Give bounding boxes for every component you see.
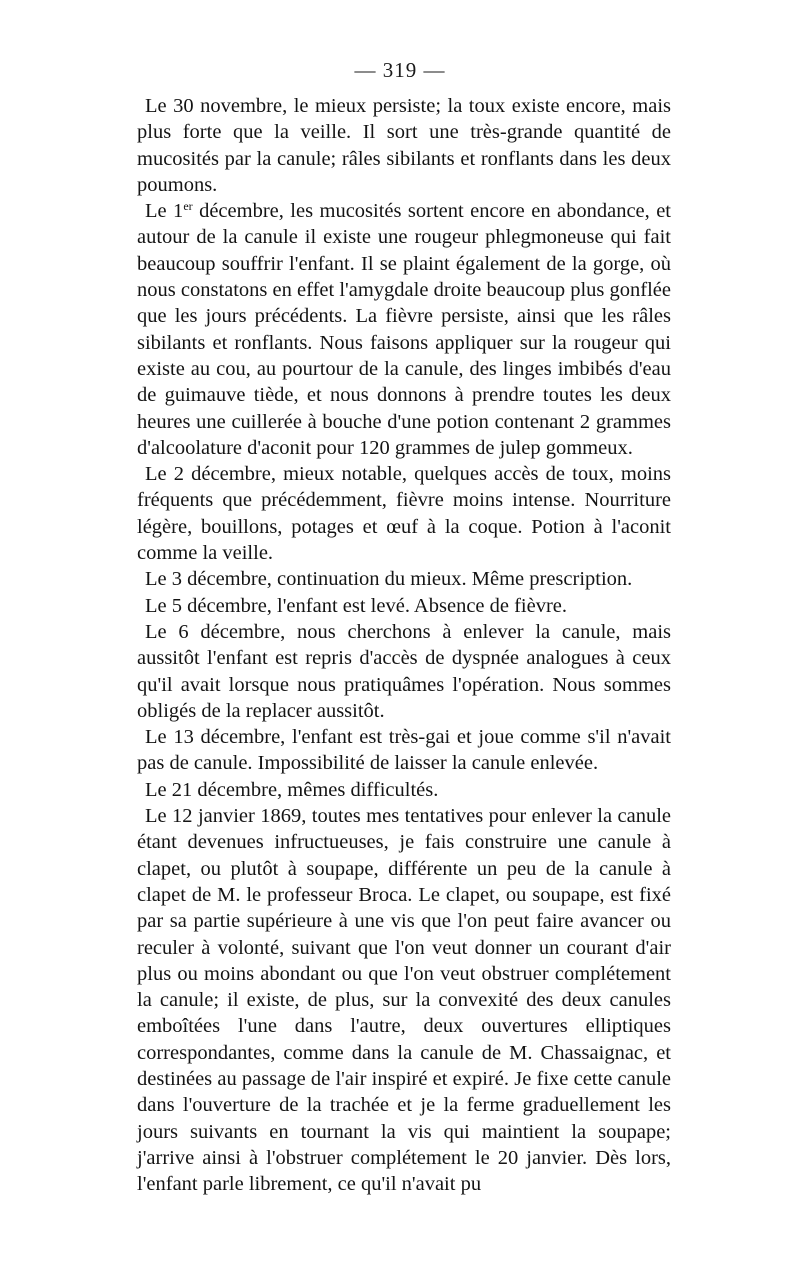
paragraph-dec-13 (137, 724, 671, 777)
paragraph-text: Le 13 décembre, l'enfant est très-gai et joue comme s'il n'avait pas de canule. Impossibilité de laisser la canule enlevée. (137, 726, 671, 775)
paragraph-dec-5 (137, 593, 671, 619)
body-text (137, 93, 671, 1197)
paragraph-text: Le 30 novembre, le mieux persiste; la toux existe encore, mais plus forte que la veille. Il sort une très-grande quantité de mucosités par la canule; râles sibilants et ronflants dans les deux poumons. (137, 95, 671, 196)
paragraph-text: Le 2 décembre, mieux notable, quelques accès de toux, moins fréquents que précédemment, fièvre moins intense. Nourriture légère, bouillons, potages et œuf à la coque. Potion à l'aconit comme la veille. (137, 463, 671, 565)
page-number: — 319 — (354, 58, 446, 82)
paragraph-dec-6 (137, 619, 671, 724)
paragraph-dec-21 (137, 777, 671, 803)
paragraph-text: Le 21 décembre, mêmes difficultés. (145, 778, 439, 801)
paragraph-dec-3 (137, 566, 671, 592)
paragraph-text: Le 1 (145, 200, 184, 223)
ordinal-superscript: er (183, 199, 193, 214)
paragraph-text: Le 3 décembre, continuation du mieux. Même prescription. (145, 568, 633, 591)
paragraph-text: Le 5 décembre, l'enfant est levé. Absence de fièvre. (145, 594, 568, 617)
paragraph-jan-12 (137, 803, 671, 1197)
paragraph-text: Le 6 décembre, nous cherchons à enlever la canule, mais aussitôt l'enfant est repris d'accès de dyspnée analogues à ceux qu'il avait lorsque nous pratiquâmes l'opération. Nous sommes obligés de la replacer aussitôt. (137, 620, 671, 722)
paragraph-dec-1 (137, 198, 671, 461)
paragraph-text: décembre, les mucosités sortent encore en abondance, et autour de la canule il existe une rougeur phlegmoneuse qui fait beaucoup souffrir l'enfant. Il se plaint également de la gorge, où nous constatons en effet l'amygdale droite beaucoup plus gonflée que les jours précédents. La fièvre persiste, ainsi que les râles sibilants et ronflants. Nous faisons appliquer sur la rougeur qui existe au cou, au pourtour de la canule, des linges imbibés d'eau de guimauve tiède, et nous donnons à prendre toutes les deux heures une cuillerée à bouche d'une potion contenant 2 grammes d'alcoolature d'aconit pour 120 grammes de julep gommeux. (137, 200, 671, 459)
paragraph-text: Le 12 janvier 1869, toutes mes tentatives pour enlever la canule étant devenues infructueuses, je fais construire une canule à clapet, ou plutôt à soupape, différente un peu de la canule à clapet de M. le professeur Broca. Le clapet, ou soupape, est fixé par sa partie supérieure à une vis que l'on peut faire avancer ou reculer à volonté, suivant que l'on veut donner un courant d'air plus ou moins abondant ou que l'on veut obstruer complétement la canule; il existe, de plus, sur la convexité des deux canules emboîtées l'une dans l'autre, deux ouvertures elliptiques correspondantes, comme dans la canule de M. Chassaignac, et destinées au passage de l'air inspiré et expiré. Je fixe cette canule dans l'ouverture de la trachée et je la ferme graduellement les jours suivants en tournant la vis qui maintient la soupape; j'arrive ainsi à l'obstruer complétement le 20 janvier. Dès lors, l'enfant parle librement, ce qu'il n'avait pu (137, 805, 671, 1196)
paragraph-nov-30 (137, 93, 671, 198)
paragraph-dec-2 (137, 461, 671, 566)
